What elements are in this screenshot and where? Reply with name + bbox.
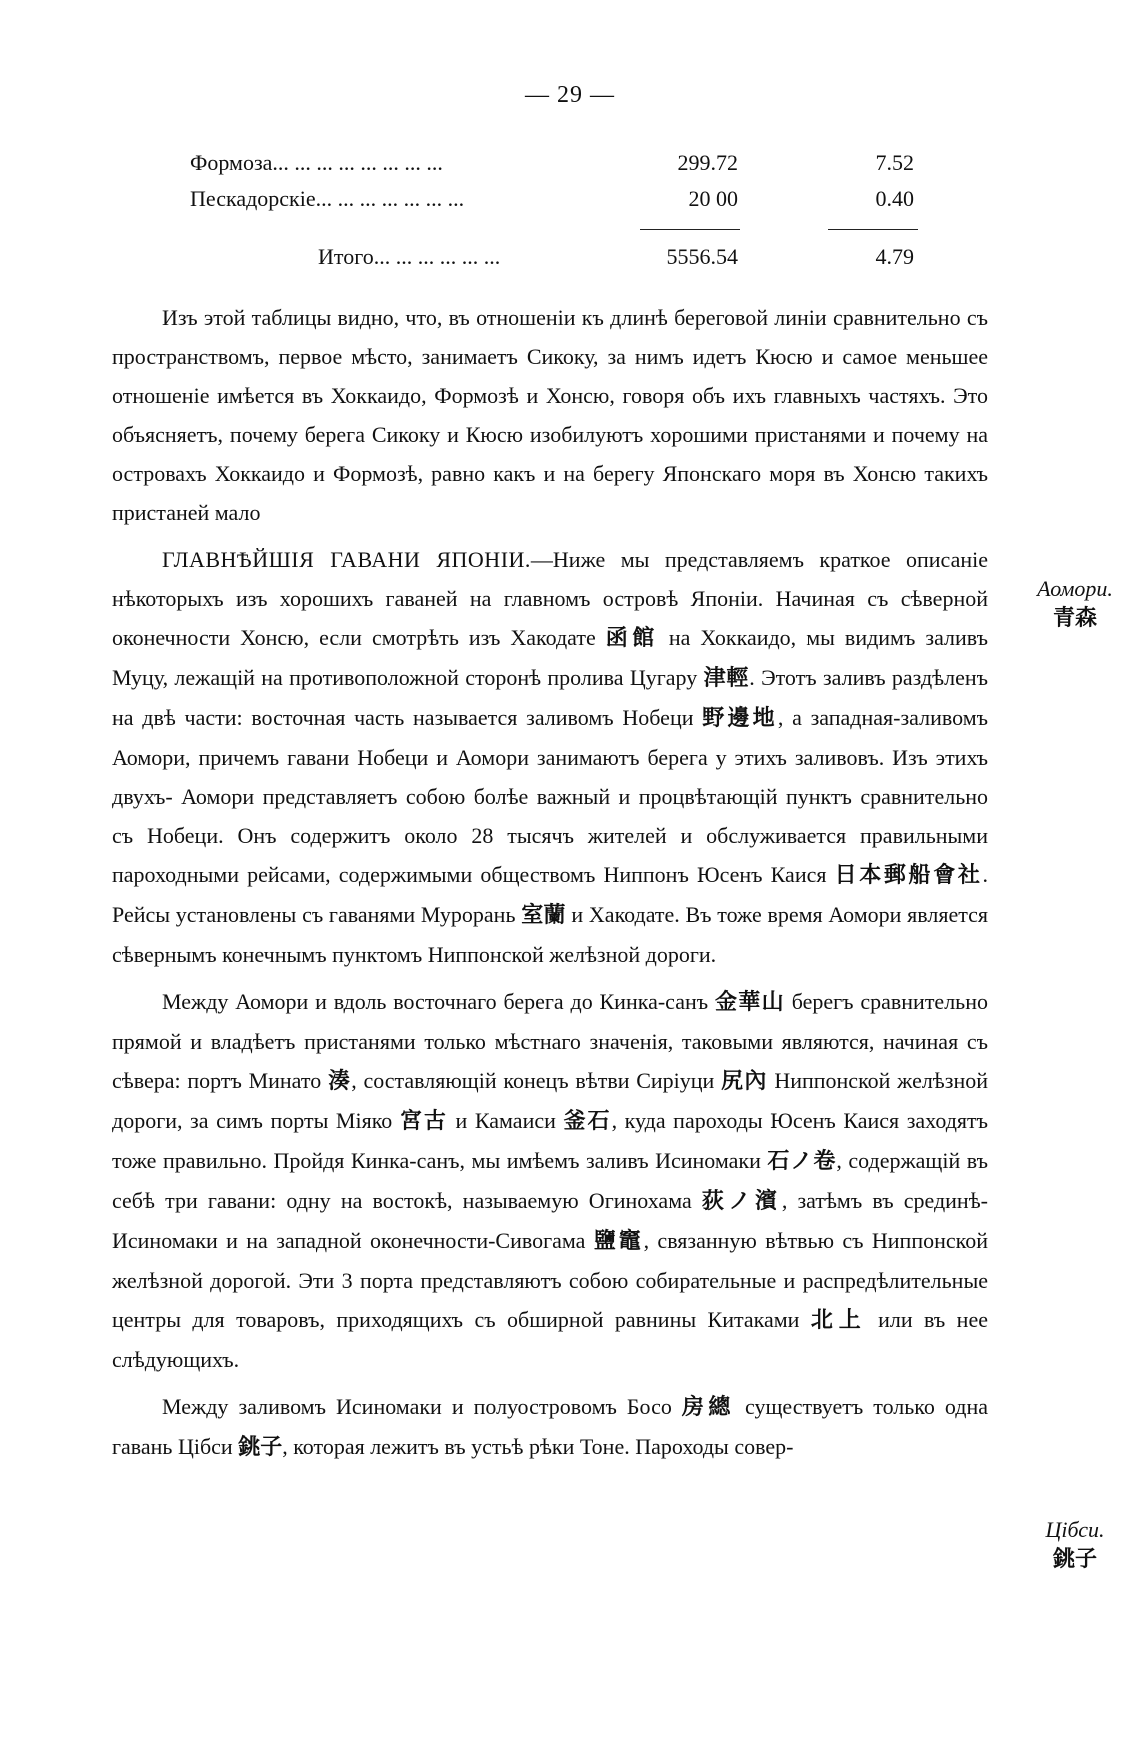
kanji-term: 房總: [681, 1395, 735, 1420]
kanji-term: 金華山: [714, 990, 785, 1015]
text-run: существуетъ только одна гавань Цібси: [112, 1394, 988, 1459]
kanji-term: 野邊地: [702, 706, 778, 731]
margin-note-label: Цібси.: [1045, 1517, 1105, 1542]
kanji-term: 釜石: [563, 1109, 612, 1134]
kanji-term: 津輕: [703, 666, 750, 691]
kanji-term: 湊: [327, 1069, 352, 1094]
text-run: Между Аомори и вдоль восточнаго берега до Кинка-санъ: [162, 989, 715, 1014]
row-value-2: 0.40: [875, 186, 914, 211]
kanji-term: 鹽竈: [593, 1229, 644, 1254]
text-run: Ниппонской желѣзной дороги, за симъ порты Міяко: [112, 1068, 988, 1133]
body-text: [112, 298, 988, 1475]
text-run: на Хоккаидо, мы видимъ заливъ Муцу, лежащій на противоположной сторонѣ пролива Цугару: [112, 625, 988, 690]
paragraph-3: [112, 982, 988, 1379]
kanji-term: 北上: [810, 1308, 867, 1333]
text-run: и Хакодате. Въ тоже время Аомори является сѣвернымъ конечнымъ пунктомъ Ниппонской желѣзной дороги.: [112, 902, 988, 967]
row-value-2: 7.52: [875, 150, 914, 175]
row-value-1: 20 00: [688, 186, 738, 211]
total-label: Итого... ... ... ... ... ...: [318, 244, 501, 269]
row-label: Пескадорскіе... ... ... ... ... ... ...: [190, 186, 465, 211]
kanji-term: 函館: [605, 626, 659, 651]
margin-note-label: Аомори.: [1037, 576, 1113, 601]
kanji-term: 石ノ卷: [767, 1149, 837, 1174]
total-value-1: 5556.54: [666, 244, 738, 269]
page-number: — 29 —: [525, 82, 615, 108]
table-row: [0, 150, 1140, 186]
text-run: , которая лежитъ въ устьѣ рѣки Тоне. Пароходы совер-: [282, 1434, 794, 1459]
text-run: . Этотъ заливъ раздѣленъ на двѣ части: восточная часть называется заливомъ Нобеци: [112, 665, 988, 730]
table-total-row: [0, 244, 1140, 280]
text-run: , затѣмъ въ срединѣ- Исиномаки и на западной оконечности-Сивогама: [112, 1188, 988, 1253]
margin-note-choshi: [1020, 1515, 1130, 1575]
margin-note-aomori: [1020, 574, 1130, 634]
sum-rule: [828, 229, 918, 230]
section-heading: ГЛАВНѢЙШІЯ ГАВАНИ ЯПОНІИ.: [162, 547, 531, 572]
paragraph-1: Изъ этой таблицы видно, что, въ отношеніи къ длинѣ береговой линіи сравнительно съ пространствомъ, первое мѣсто, занимаетъ Сикоку, за нимъ идетъ Кюсю и самое меньшее отношеніе имѣется въ Хоккаидо, Формозѣ и Хонсю, говоря объ ихъ главныхъ частяхъ. Это объясняетъ, почему берега Сикоку и Кюсю изобилуютъ хорошими пристанями и почему на островахъ Хоккаидо и Формозѣ, равно какъ и на берегу Японскаго моря въ Хонсю такихъ пристаней мало: [112, 305, 988, 525]
text-run: , связанную вѣтвью съ Ниппонской желѣзной дорогой. Эти 3 порта представляютъ собою собирательные и распредѣлительные центры для товаровъ, приходящихъ съ обширной равнины Китаками: [112, 1228, 988, 1332]
kanji-term: 荻ノ濱: [701, 1189, 782, 1214]
text-run: или въ нее слѣдующихъ.: [112, 1307, 988, 1372]
total-value-2: 4.79: [875, 244, 914, 269]
table-row: [0, 186, 1140, 222]
text-run: , составляющій конецъ вѣтви Сиріуци: [351, 1068, 722, 1093]
kanji-term: 室蘭: [521, 903, 566, 928]
margin-note-kanji: 青森: [1052, 606, 1097, 631]
row-value-1: 299.72: [677, 150, 738, 175]
margin-note-kanji: 銚子: [1052, 1547, 1097, 1572]
text-run: —Ниже мы представляемъ краткое описаніе нѣкоторыхъ изъ хорошихъ гаваней на главномъ островѣ Японіи. Начиная съ сѣверной оконечности Хонсю, если смотрѣть изъ Хакодате: [112, 547, 988, 650]
kanji-term: 宮古: [399, 1109, 448, 1134]
text-run: и Камаиси: [447, 1108, 564, 1133]
sum-rule: [640, 229, 740, 230]
text-run: Между заливомъ Исиномаки и полуостровомъ Босо: [162, 1394, 682, 1419]
kanji-term: 尻內: [721, 1069, 768, 1094]
kanji-term: 銚子: [238, 1435, 283, 1460]
text-run: . Рейсы установлены съ гаванями Мурорань: [112, 862, 988, 927]
kanji-term: 日本郵船會社: [834, 863, 983, 888]
text-run: , куда пароходы Юсенъ Каися заходятъ тоже правильно. Пройдя Кинка-санъ, мы имѣемъ заливъ Исиномаки: [112, 1108, 988, 1173]
row-label: Формоза... ... ... ... ... ... ... ...: [190, 150, 443, 175]
text-run: берегъ сравнительно прямой и владѣетъ пристанями только мѣстнаго значенія, таковыми являются, начиная съ сѣвера: портъ Минато: [112, 989, 988, 1093]
text-run: , содержащій въ себѣ три гавани: одну на востокѣ, называемую Огинохама: [112, 1148, 988, 1213]
paragraph-2: [112, 540, 988, 974]
text-run: , а западная-заливомъ Аомори, причемъ гавани Нобеци и Аомори занимаютъ берега у этихъ заливовъ. Изъ этихъ двухъ- Аомори представляетъ собою болѣе важный и процвѣтающій пунктъ сравнительно съ Нобеци. Онъ содержитъ около 28 тысячъ жителей и обслуживается правильными пароходными рейсами, содержимыми обществомъ Ниппонъ Юсенъ Каися: [112, 705, 988, 887]
paragraph-4: [112, 1387, 988, 1467]
statistics-table: [0, 150, 1140, 280]
